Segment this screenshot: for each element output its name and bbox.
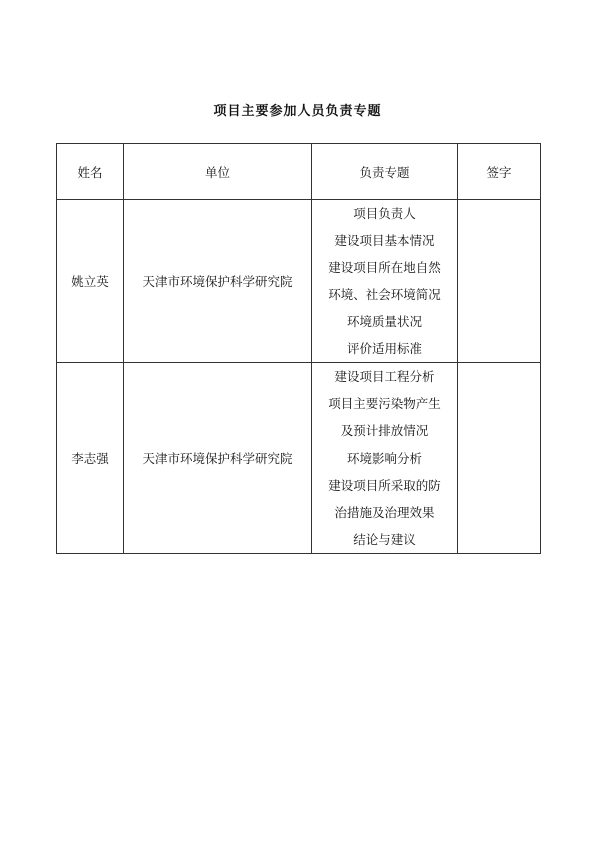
topic-item: 结论与建议 [353,532,416,548]
table-header-row [57,144,541,200]
topic-list [312,363,457,553]
topic-item: 建设项目基本情况 [334,233,435,248]
header-name: 姓名 [57,144,124,200]
person-unit: 天津市环境保护科学研究院 [124,200,312,363]
topic-item: 环境质量状况 [346,314,422,329]
table-row [57,363,541,554]
signature-cell [458,200,541,363]
header-unit: 单位 [124,144,312,200]
person-topics [312,200,458,363]
topic-item: 项目主要污染物产生 [328,396,441,412]
topic-item: 建设项目所在地自然 [328,260,441,275]
topic-item: 项目负责人 [353,206,416,221]
topic-item: 环境、社会环境简况 [328,287,441,302]
header-signature: 签字 [458,144,541,200]
topic-item: 环境影响分析 [346,450,422,466]
topic-item: 建设项目工程分析 [334,369,435,384]
signature-cell [458,363,541,554]
person-unit: 天津市环境保护科学研究院 [124,363,312,554]
header-topic: 负责专题 [312,144,458,200]
topic-item: 建设项目所采取的防 [328,477,441,493]
topic-item: 评价适用标准 [346,341,422,356]
staff-table [56,143,541,554]
person-name: 姚立英 [57,200,124,363]
topic-item: 及预计排放情况 [340,423,429,439]
table-row [57,200,541,363]
topic-list [312,200,457,362]
page-title: 项目主要参加人员负责专题 [213,104,382,119]
person-name: 李志强 [57,363,124,554]
person-topics [312,363,458,554]
topic-item: 治措施及治理效果 [334,505,435,521]
